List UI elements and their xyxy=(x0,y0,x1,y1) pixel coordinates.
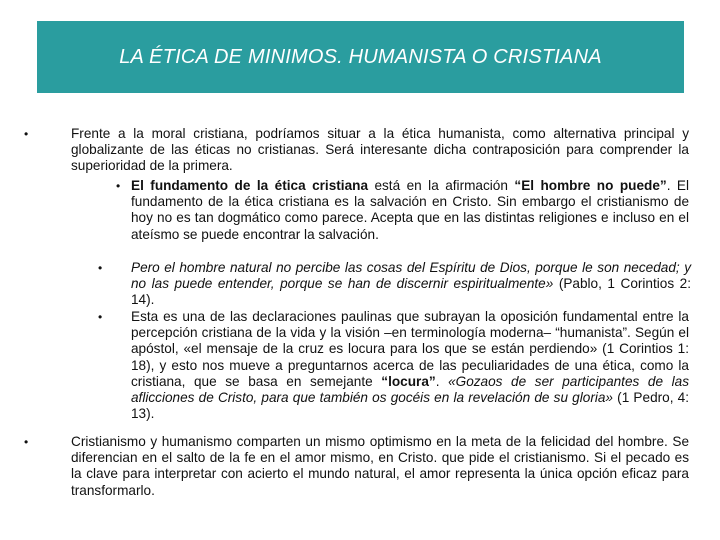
slide-title: LA ÉTICA DE MINIMOS. HUMANISTA O CRISTIANA xyxy=(119,45,602,68)
sub3-text-b: . xyxy=(435,373,449,389)
paragraph-intro: Frente a la moral cristiana, podríamos situar a la ética humanista, como alternativa principal y globalizante de las éticas no cristianas. Será interesante dicha contraposición para comprender la superioridad de la primera. xyxy=(71,126,689,174)
sub-paragraph-fundamento xyxy=(131,178,689,243)
sub1-text-b: . El fundamento de la ética cristiana es la salvación en Cristo. Sin embargo el cristianismo de hoy no es tan dogmático como parece. Acepta que en las distintas religiones e incluso en el ateísmo se puede encontrar la salvación. xyxy=(131,178,690,242)
sub-bullet-marker: • xyxy=(98,261,103,275)
sub3-text-a: Esta es una de las declaraciones paulinas que subrayan la oposición fundamental entre la percepción cristiana de la vida y la visión –en terminología moderna– “humanista”. Según el apóstol, «el mensaje de la cruz es locura para los que se están perdiendo» (1 Corintios 1: 18), y esto nos mueve a preguntarnos acerca de las peculiaridades de una ética, como la cristiana, que se basa en semejante xyxy=(131,309,689,389)
sub-bullet-marker: • xyxy=(98,310,103,324)
sub-paragraph-espiritu xyxy=(131,260,691,309)
sub-paragraph-paulinas xyxy=(131,309,689,422)
sub3-italic: «Gozaos de ser participantes de las aflicciones de Cristo, para que también os gocéis en la revelación de su gloria» xyxy=(131,373,689,406)
bullet-marker: • xyxy=(24,127,29,141)
bullet-marker: • xyxy=(24,435,29,449)
paragraph-conclusion: Cristianismo y humanismo comparten un mismo optimismo en la meta de la felicidad del hombre. Se diferencian en el salto de la fe en el amor mismo, en Cristo. que pide el cristianismo. Si el pecado es la clave para interpretar con acierto el mundo natural, el amor representa la única opción eficaz para transformarlo. xyxy=(71,434,689,498)
sub1-text-a: está en la afirmación xyxy=(368,178,515,193)
sub2-text: (Pablo, 1 Corintios 2: 14). xyxy=(131,276,691,308)
sub2-italic: Pero el hombre natural no percibe las cosas del Espíritu de Dios, porque le son necedad; y no las puede entender, porque se han de discernir espiritualmente» xyxy=(131,260,691,292)
sub3-bold-word: “locura” xyxy=(381,373,436,389)
sub-bullet-marker: • xyxy=(116,179,121,193)
sub3-text-c: (1 Pedro, 4: 13). xyxy=(131,390,690,422)
sub1-bold-quote: “El hombre no puede” xyxy=(514,178,667,193)
sub1-bold-lead: El fundamento de la ética cristiana xyxy=(131,178,368,193)
